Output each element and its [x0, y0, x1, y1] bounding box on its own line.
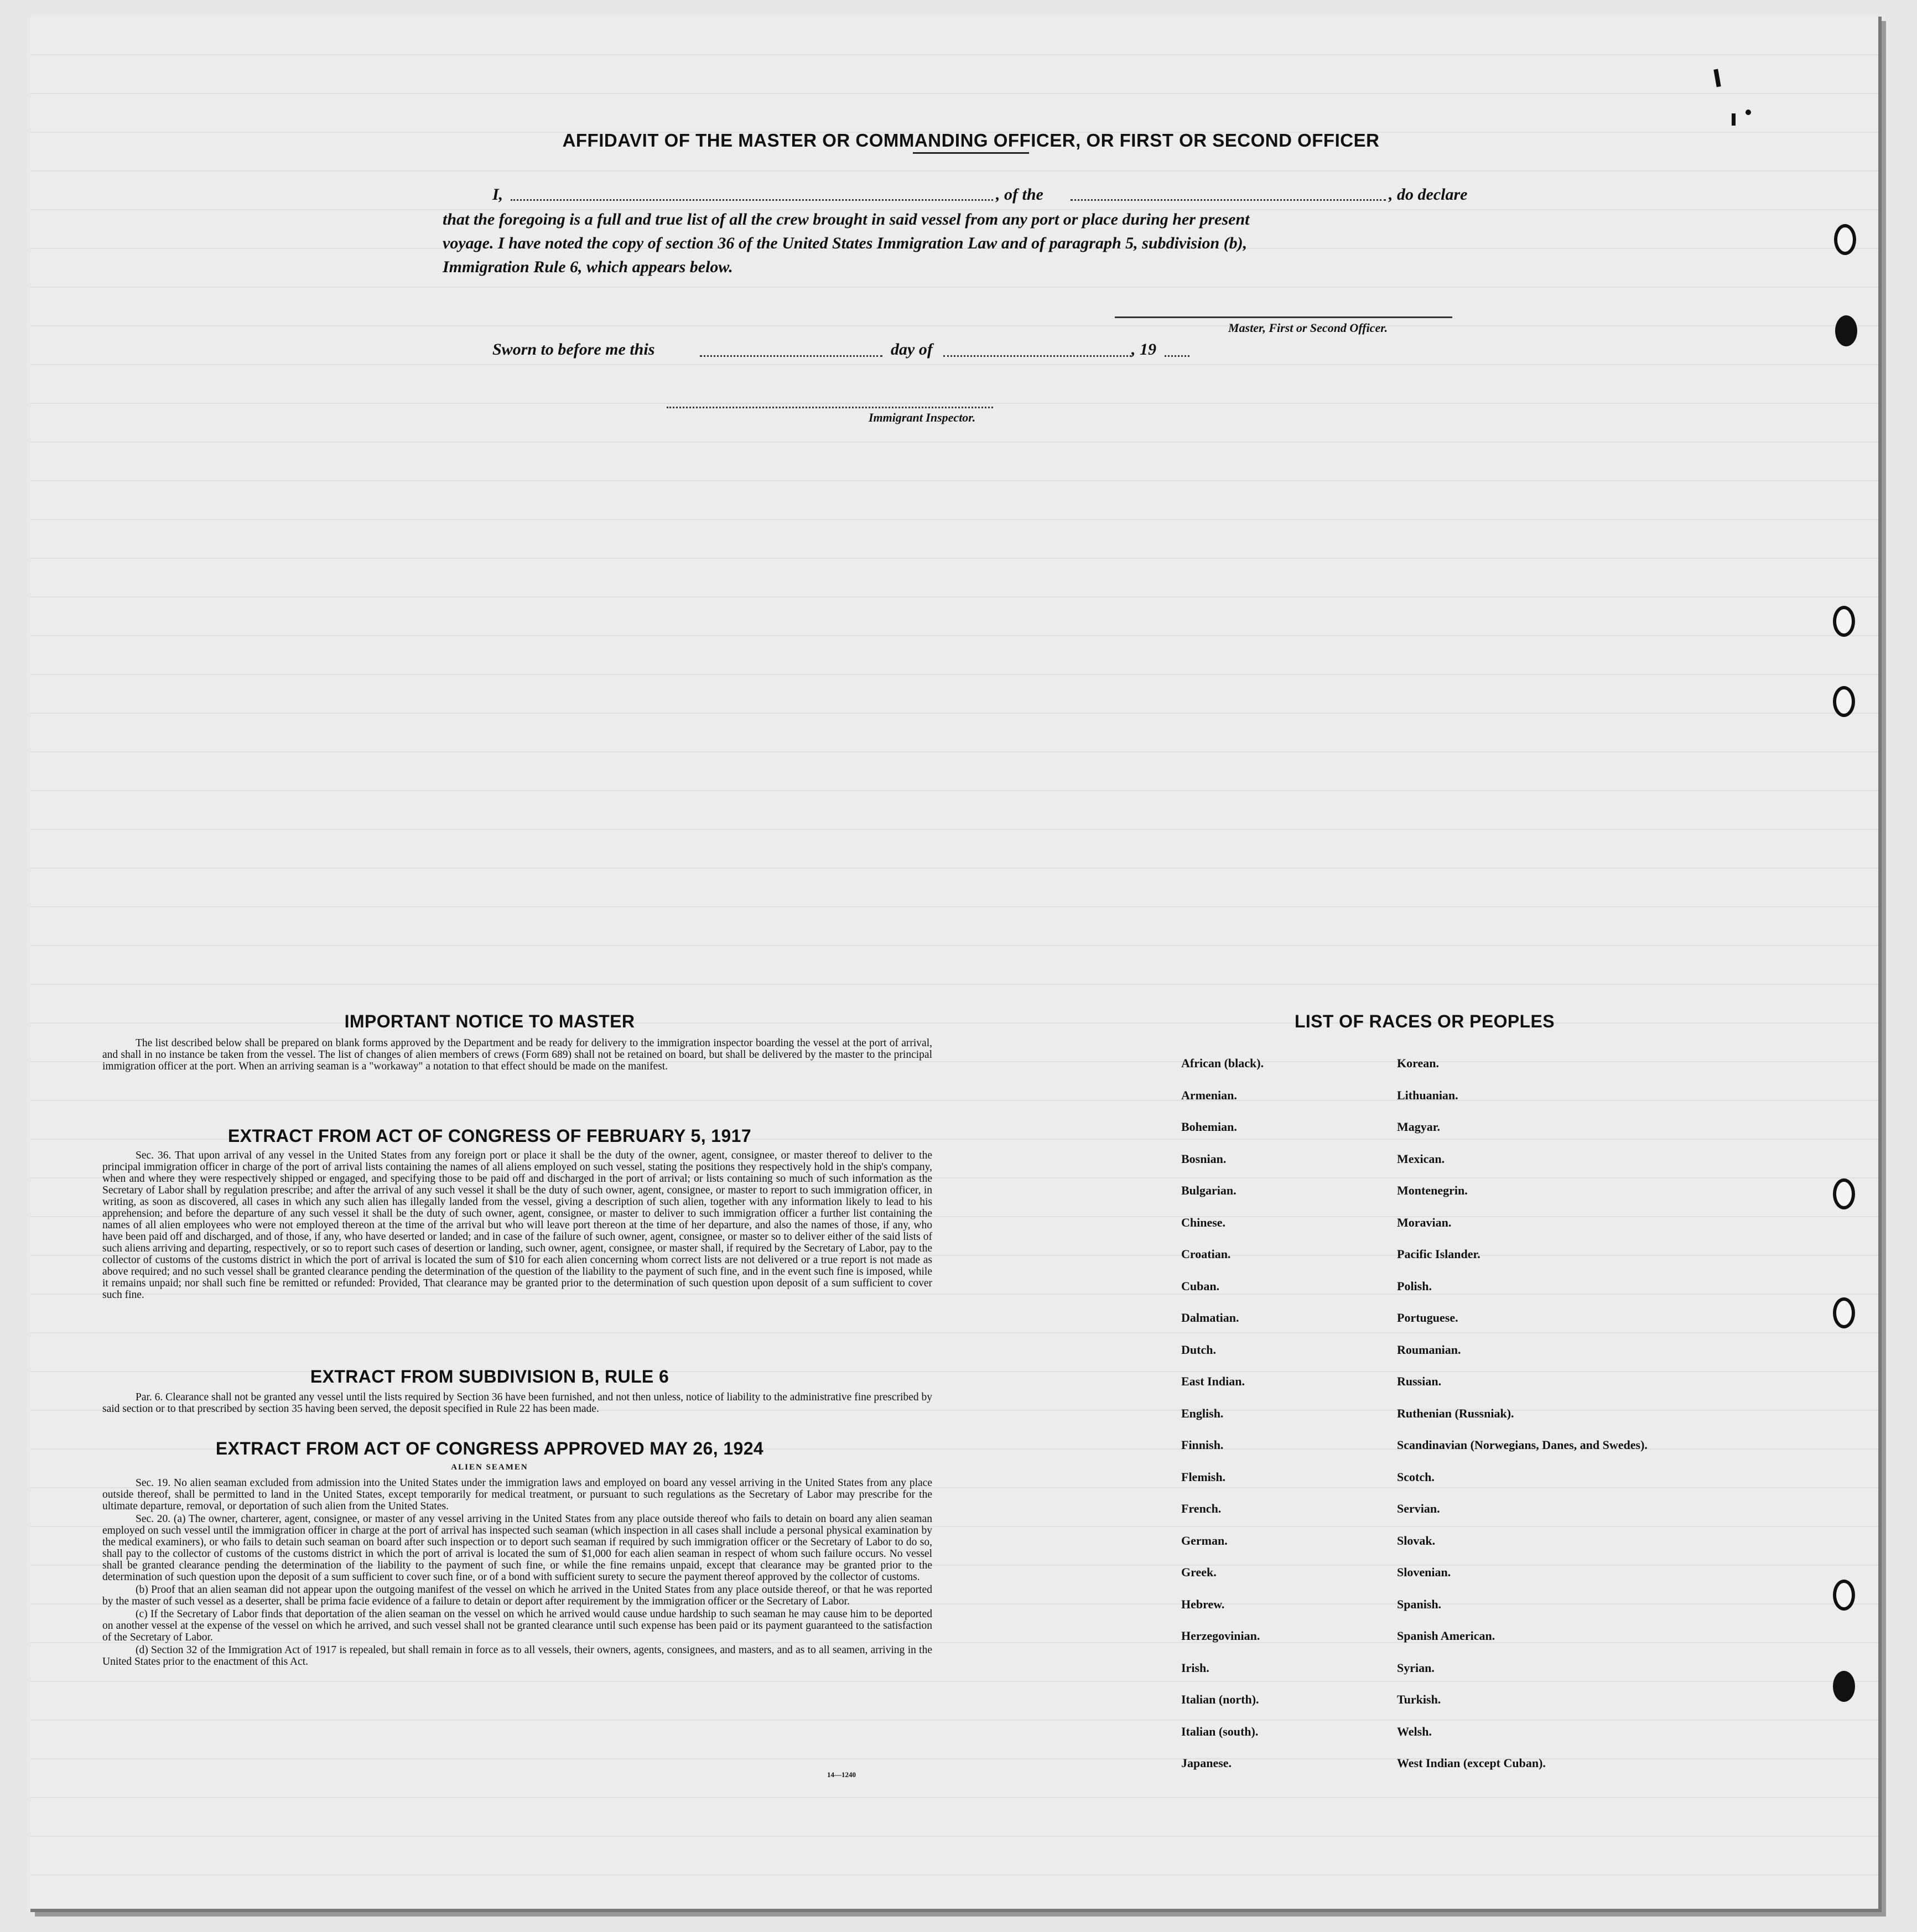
extract-1924-paragraph: (d) Section 32 of the Immigration Act of 1917 is repealed, but shall remain in force as to all vessels, their owners, agents, consignees, and masters, and as to all seamen, arriving in the United States prior to the enactment of this Act.: [102, 1644, 932, 1668]
race-item: Scotch.: [1397, 1469, 1435, 1484]
race-item: Russian.: [1397, 1374, 1442, 1388]
race-item: West Indian (except Cuban).: [1397, 1756, 1546, 1770]
race-item: Italian (south).: [1181, 1724, 1259, 1738]
race-item: Korean.: [1397, 1056, 1439, 1070]
race-item: English.: [1181, 1406, 1224, 1420]
race-item: Bohemian.: [1181, 1120, 1237, 1134]
affidavit-line-3: Immigration Rule 6, which appears below.: [443, 258, 733, 276]
binder-hole: [1833, 1178, 1855, 1209]
race-item: Bosnian.: [1181, 1151, 1227, 1166]
binder-hole: [1833, 686, 1855, 717]
race-item: Finnish.: [1181, 1438, 1224, 1452]
race-item: Croatian.: [1181, 1247, 1231, 1261]
race-item: African (black).: [1181, 1056, 1264, 1070]
race-item: Greek.: [1181, 1565, 1217, 1579]
affidavit-i-label: I,: [492, 185, 503, 204]
day-of-label: day of: [891, 340, 933, 359]
vessel-blank[interactable]: [1071, 199, 1386, 201]
extract-1924-title: EXTRACT FROM ACT OF CONGRESS APPROVED MAY 26, 1924: [215, 1438, 764, 1458]
document-sheet: [30, 17, 1882, 1912]
race-item: Portuguese.: [1397, 1311, 1458, 1325]
extract-1924-body: [102, 1477, 932, 1669]
do-declare-label: , do declare: [1389, 185, 1468, 204]
race-item: Dutch.: [1181, 1342, 1216, 1357]
race-item: Ruthenian (Russniak).: [1397, 1406, 1514, 1420]
name-blank[interactable]: [511, 199, 993, 201]
year-prefix-label: , 19: [1131, 340, 1156, 359]
race-item: Cuban.: [1181, 1279, 1220, 1293]
race-item: French.: [1181, 1502, 1222, 1515]
race-item: Turkish.: [1397, 1692, 1441, 1706]
race-item: Magyar.: [1397, 1120, 1441, 1134]
extract-1924-paragraph: Sec. 20. (a) The owner, charterer, agent, consignee, or master of any vessel arriving in the United States from any place outside thereof who fails to detain on board any alien seaman employed on such vessel until the immigration officer in charge at the port of arrival has inspected such seaman (which inspection in all cases shall include a personal physical examination by the medical examiners), or who fails to detain such seaman on board after such inspection or to deport such seaman if required by such immigration officer or the Secretary of Labor to do so, shall pay to the collector of customs of the customs district in which the port of arrival is located the sum of $1,000 for each alien seaman in respect of whom such failure occurs. No vessel shall be granted clearance pending the determination of the liability to the payment of such fine, or while the fine remains unpaid, except that clearance may be granted prior to the determination of such question upon the deposit of a sum sufficient to cover such fine, or of a bond with sufficient surety to secure the payment thereof approved by the collector of customs.: [102, 1513, 932, 1583]
sworn-label: Sworn to before me this: [492, 340, 655, 359]
affidavit-title: AFFIDAVIT OF THE MASTER OR COMMANDING OFFICER, OR FIRST OR SECOND OFFICER: [562, 130, 1380, 150]
extract-1924-subtitle: ALIEN SEAMEN: [451, 1463, 528, 1472]
race-item: Polish.: [1397, 1279, 1432, 1293]
sworn-day-blank[interactable]: [700, 355, 882, 357]
race-item: Slovenian.: [1397, 1565, 1451, 1579]
title-underline: [913, 152, 1029, 154]
notice-text: The list described below shall be prepared on blank forms approved by the Department and be ready for delivery to the immigration inspector boarding the vessel at the port of arrival, and shall in no instance be taken from the vessel. The list of changes of alien members of crews (Form 689) shall not be retained on board, but shall be delivered by the master to the principal immigration officer at the port. When an arriving seaman is a "workaway" a notation to that effect should be made on the manifest.: [102, 1037, 932, 1072]
race-item: Slovak.: [1397, 1533, 1436, 1547]
binder-hole: [1833, 1297, 1855, 1328]
race-item: Italian (north).: [1181, 1692, 1259, 1706]
race-item: Spanish American.: [1397, 1629, 1495, 1643]
race-item: Welsh.: [1397, 1724, 1432, 1738]
race-item: East Indian.: [1181, 1374, 1245, 1388]
form-number: 14—1240: [827, 1770, 856, 1779]
race-item: Syrian.: [1397, 1660, 1435, 1675]
race-item: Pacific Islander.: [1397, 1247, 1480, 1261]
race-item: Dalmatian.: [1181, 1311, 1239, 1325]
extract-1917-text: Sec. 36. That upon arrival of any vessel in the United States from any foreign port or place it shall be the duty of the owner, agent, consignee, or master thereof to deliver to the principal immigration officer in charge of the port of arrival lists containing the names of all aliens employed on such vessel, stating the positions they respectively hold in the ship's company, when and where they were respectively shipped or engaged, and specifying those to be paid off and discharged in the port of arrival; or lists containing so much of such information as the Secretary of Labor shall by regulation prescribe; and after the arrival of any such vessel it shall be the duty of such owner, agent, consignee, or master to report to such immigration officer, in writing, as soon as discovered, all cases in which any such alien has illegally landed from the vessel, giving a description of such alien, together with any information likely to lead to his apprehension; and before the departure of any such vessel it shall be the duty of such owner, agent, consignee, or master to deliver to such immigration officer a further list containing the names of all alien employees who were not employed thereon at the time of the arrival but who will leave port thereon at the time of her departure, and also the names of those, if any, who have been paid off and discharged, and of those, if any, who have deserted or landed; and in case of the failure of such owner, agent, consignee, or master so to deliver either of the said lists of such aliens arriving and departing, respectively, or so to report such cases of desertion or landing, such owner, agent, consignee, or master shall, if required by the Secretary of Labor, pay to the collector of customs of the customs district in which the port of arrival is located the sum of $10 for each alien concerning whom correct lists are not delivered or a true report is not made as above required; and no such vessel shall be granted clearance pending the determination of the question of the liability to the payment of such fine, and in the event such fine is imposed, while it remains unpaid; nor shall such fine be remitted or refunded: Provided, That clearance may be granted prior to the determination of such question upon deposit of a sum sufficient to cover such fine.: [102, 1150, 932, 1301]
notice-title: IMPORTANT NOTICE TO MASTER: [344, 1011, 635, 1031]
race-item: Montenegrin.: [1397, 1183, 1468, 1197]
of-the-label: , of the: [996, 185, 1043, 204]
races-title: LIST OF RACES OR PEOPLES: [1294, 1011, 1555, 1031]
extract-1917-title: EXTRACT FROM ACT OF CONGRESS OF FEBRUARY 5, 1917: [227, 1126, 752, 1146]
extract-1924-paragraph: (b) Proof that an alien seaman did not appear upon the outgoing manifest of the vessel on which he arrived in the United States from any place outside thereof, or that he was reported by the master of such vessel as a deserter, shall be prima facie evidence of a failure to detain or deport after requirement by the immigration officer or the Secretary of Labor.: [102, 1584, 932, 1607]
race-item: Flemish.: [1181, 1469, 1226, 1484]
race-item: Servian.: [1397, 1502, 1440, 1515]
race-item: Japanese.: [1181, 1756, 1232, 1770]
binder-hole: [1833, 1580, 1855, 1611]
race-item: Scandinavian (Norwegians, Danes, and Swedes).: [1397, 1438, 1648, 1452]
extract-1924-paragraph: (c) If the Secretary of Labor finds that deportation of the alien seaman on the vessel on which he arrived would cause undue hardship to such seaman he may cause him to be deported on another vessel at the expense of the vessel on which he arrived, and such vessel shall not be granted clearance until such expense has been paid or its payment guaranteed to the satisfaction of the Secretary of Labor.: [102, 1608, 932, 1643]
extract-1924-paragraph: Sec. 19. No alien seaman excluded from admission into the United States under the immigration laws and employed on board any vessel arriving in the United States from any place outside thereof, shall be permitted to land in the United States, except temporarily for medical treatment, or pursuant to such regulations as the Secretary of Labor may prescribe for the ultimate departure, removal, or deportation of such alien from the United States.: [102, 1477, 932, 1512]
master-signature-label: Master, First or Second Officer.: [1228, 321, 1388, 335]
inspector-signature-line[interactable]: [667, 407, 993, 408]
race-item: Mexican.: [1397, 1151, 1445, 1166]
binder-hole: [1833, 606, 1855, 637]
ink-mark: [1732, 113, 1736, 126]
race-item: Lithuanian.: [1397, 1088, 1458, 1102]
race-item: Herzegovinian.: [1181, 1629, 1260, 1643]
sworn-month-blank[interactable]: [943, 355, 1131, 357]
ink-mark: [1745, 110, 1751, 115]
race-item: Irish.: [1181, 1660, 1209, 1675]
binder-hole: [1833, 1671, 1855, 1702]
race-item: Moravian.: [1397, 1215, 1452, 1229]
race-item: Roumanian.: [1397, 1342, 1461, 1357]
inspector-signature-label: Immigrant Inspector.: [869, 411, 976, 424]
affidavit-line-1: that the foregoing is a full and true list of all the crew brought in said vessel from any port or place during her present: [443, 210, 1250, 228]
race-item: Armenian.: [1181, 1088, 1237, 1102]
race-item: Chinese.: [1181, 1215, 1226, 1229]
race-item: Hebrew.: [1181, 1597, 1225, 1611]
race-item: German.: [1181, 1533, 1228, 1547]
binder-hole: [1835, 315, 1857, 346]
affidavit-line-2: voyage. I have noted the copy of section 36 of the United States Immigration Law and of paragraph 5, subdivision (b),: [443, 234, 1248, 252]
race-item: Bulgarian.: [1181, 1183, 1237, 1197]
extract-rule6-text: Par. 6. Clearance shall not be granted any vessel until the lists required by Section 36 have been furnished, and not then unless, notice of liability to the administrative fine prescribed by said section or to that prescribed by section 35 having been served, the deposit specified in Rule 22 has been made.: [102, 1391, 932, 1415]
master-signature-line[interactable]: [1115, 316, 1452, 318]
extract-rule6-title: EXTRACT FROM SUBDIVISION B, RULE 6: [310, 1367, 669, 1386]
ink-mark: [1713, 69, 1721, 87]
sworn-year-blank[interactable]: [1165, 355, 1189, 357]
binder-hole: [1834, 224, 1856, 255]
race-item: Spanish.: [1397, 1597, 1442, 1611]
